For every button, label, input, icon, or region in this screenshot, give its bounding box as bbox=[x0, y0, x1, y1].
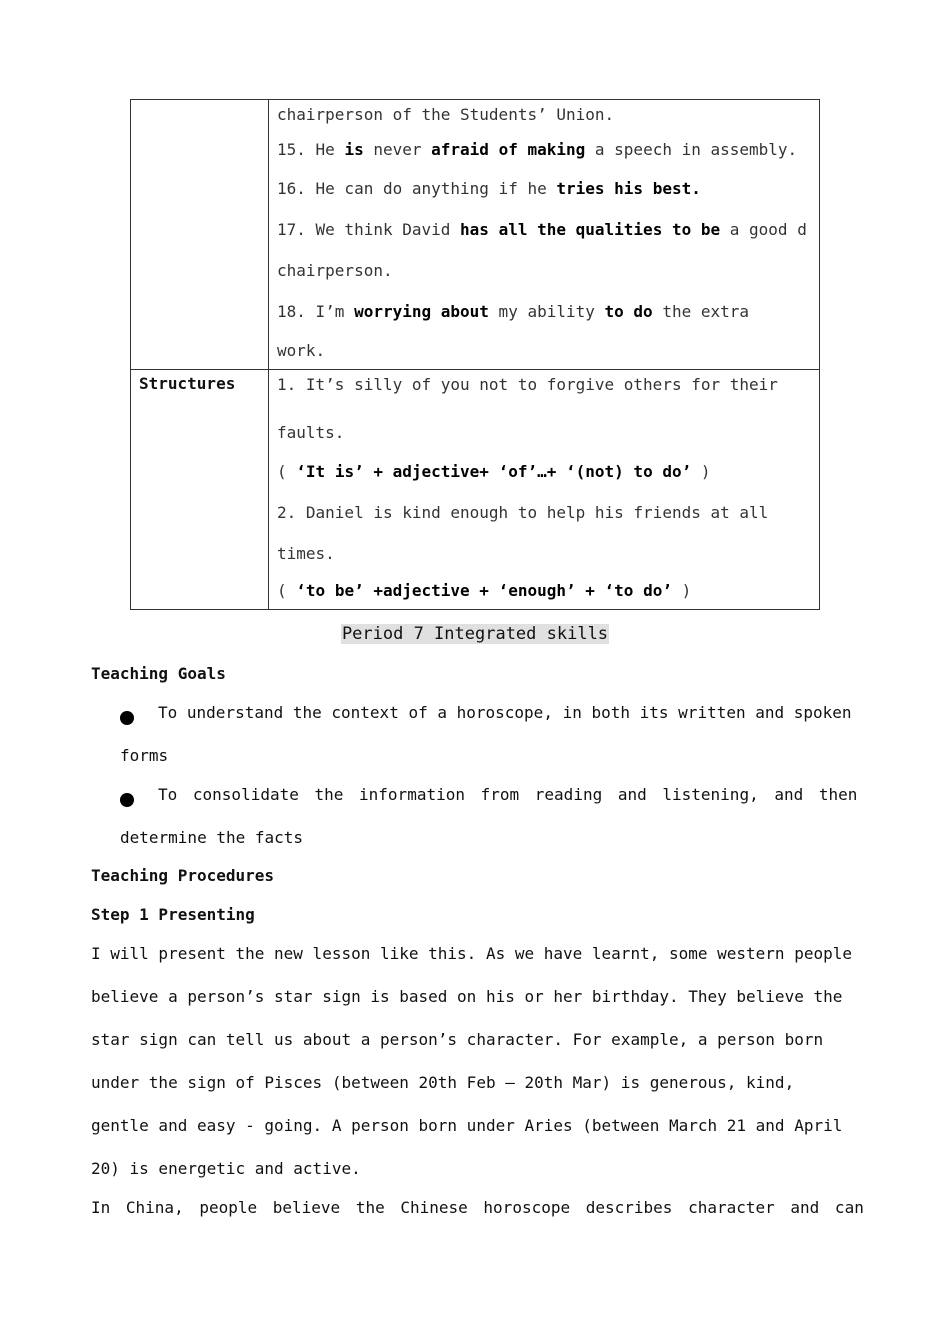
teaching-goals-heading: Teaching Goals bbox=[91, 664, 226, 683]
text: a speech in assembly. bbox=[585, 140, 798, 159]
text: the extra bbox=[652, 302, 750, 321]
period-title-text: Period 7 Integrated skills bbox=[341, 624, 609, 644]
text: chairperson. bbox=[277, 261, 393, 280]
text: work. bbox=[277, 341, 326, 360]
table-line bbox=[277, 573, 811, 609]
table-line bbox=[277, 169, 811, 208]
text: ( bbox=[277, 581, 287, 600]
table-line bbox=[277, 413, 811, 452]
paragraph-line: under the sign of Pisces (between 20th Feb — 20th Mar) is generous, kind, bbox=[91, 1073, 795, 1092]
text: ) bbox=[700, 462, 711, 481]
language-points-cell bbox=[269, 100, 820, 370]
step1-heading: Step 1 Presenting bbox=[91, 905, 255, 924]
text: faults. bbox=[277, 423, 345, 442]
table-line bbox=[277, 491, 811, 534]
table-line bbox=[277, 370, 811, 413]
bold-phrase: worrying about bbox=[354, 302, 489, 321]
bullet-icon bbox=[120, 711, 134, 725]
text: chairperson of the Students’ Union. bbox=[277, 105, 615, 124]
teaching-procedures-heading: Teaching Procedures bbox=[91, 866, 275, 885]
table-line bbox=[277, 333, 811, 369]
paragraph-line: believe a person’s star sign is based on his or her birthday. They believe the bbox=[91, 987, 843, 1006]
bold-phrase: tries his best. bbox=[556, 179, 701, 198]
bold-phrase: afraid of making bbox=[431, 140, 586, 159]
table-line bbox=[277, 130, 811, 169]
table-row bbox=[131, 370, 820, 610]
text: 16. He can do anything if he bbox=[277, 179, 557, 198]
paragraph-line: In China, people believe the Chinese horoscope describes character and can bbox=[91, 1198, 864, 1217]
lesson-table bbox=[130, 99, 820, 610]
paragraph-line: star sign can tell us about a person’s character. For example, a person born bbox=[91, 1030, 824, 1049]
text: 18. I’m bbox=[277, 302, 355, 321]
table-line bbox=[277, 208, 811, 251]
table-line bbox=[277, 100, 811, 130]
text: ( bbox=[277, 462, 287, 481]
goal-text: determine the facts bbox=[120, 828, 304, 847]
paragraph-line: I will present the new lesson like this. As we have learnt, some western people bbox=[91, 944, 852, 963]
text: 15. He bbox=[277, 140, 345, 159]
text: my ability bbox=[488, 302, 605, 321]
goal-text: To understand the context of a horoscope, in both its written and spoken bbox=[158, 703, 852, 722]
row-label-structures: Structures bbox=[131, 370, 269, 610]
goal-text: forms bbox=[120, 746, 169, 765]
goal-text: To consolidate the information from reading and listening, and then bbox=[158, 785, 858, 804]
bold-phrase: ‘It is’ + adjective+ ‘of’…+ ‘(not) to do’ bbox=[296, 462, 692, 481]
structures-cell bbox=[269, 370, 820, 610]
table-line bbox=[277, 290, 811, 333]
text: a good d bbox=[720, 220, 807, 239]
text: 17. We think David bbox=[277, 220, 461, 239]
text: never bbox=[363, 140, 432, 159]
bold-phrase: ‘to be’ +adjective + ‘enough’ + ‘to do’ bbox=[296, 581, 672, 600]
text: ) bbox=[681, 581, 692, 600]
bold-phrase: has all the qualities to be bbox=[460, 220, 721, 239]
bullet-icon bbox=[120, 793, 134, 807]
bold-phrase: to do bbox=[604, 302, 653, 321]
period-title bbox=[0, 624, 950, 644]
paragraph-line: 20) is energetic and active. bbox=[91, 1159, 361, 1178]
row-label-empty bbox=[131, 100, 269, 370]
table-line bbox=[277, 251, 811, 290]
table-line bbox=[277, 534, 811, 573]
paragraph-line: gentle and easy - going. A person born under Aries (between March 21 and April bbox=[91, 1116, 843, 1135]
table-line bbox=[277, 452, 811, 491]
text: times. bbox=[277, 544, 335, 563]
text: 2. Daniel is kind enough to help his friends at all bbox=[277, 503, 769, 522]
bold-phrase: is bbox=[344, 140, 364, 159]
text: 1. It’s silly of you not to forgive others for their bbox=[277, 375, 778, 394]
table-row bbox=[131, 100, 820, 370]
